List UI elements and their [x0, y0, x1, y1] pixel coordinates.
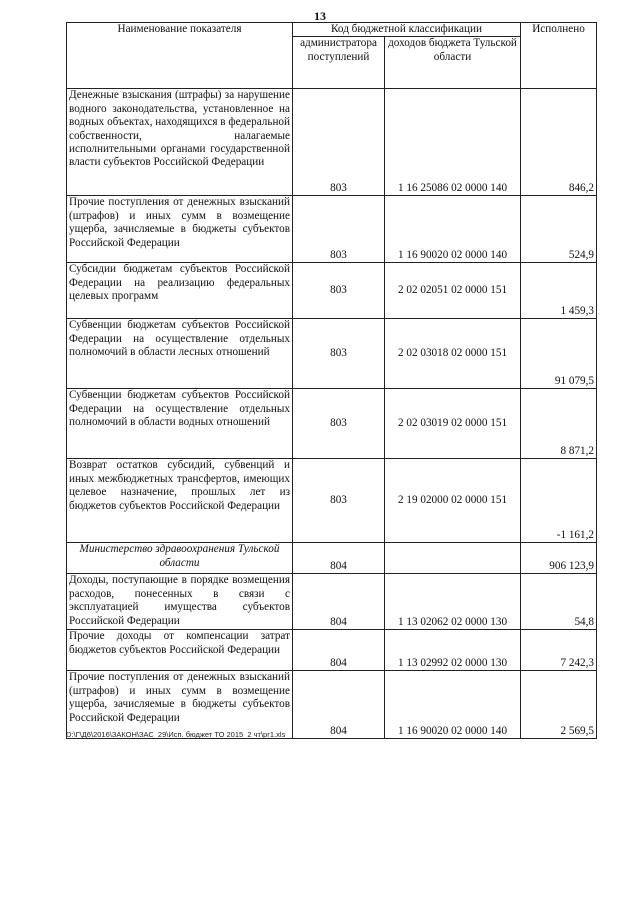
row-amount: 906 123,9	[521, 543, 597, 574]
row-amount: 8 871,2	[521, 389, 597, 459]
file-path-footer: D:\Г\Д6\2016\ЗАКОН\ЗАС_29\Исп. бюджет ТО 2015_2 чт\рг1.xls	[66, 730, 286, 739]
row-name: Прочие доходы от компенсации затрат бюджетов субъектов Российской Федерации	[67, 630, 293, 671]
header-name: Наименование показателя	[67, 23, 293, 89]
row-code: 2 02 03019 02 0000 151	[385, 389, 521, 459]
row-name: Субвенции бюджетам субъектов Российской Федерации на осуществление отдельных полномочий в области водных отношений	[67, 389, 293, 459]
table-row	[67, 389, 597, 459]
row-admin: 804	[293, 543, 385, 574]
row-code: 1 13 02062 02 0000 130	[385, 574, 521, 630]
row-amount: 91 079,5	[521, 319, 597, 389]
row-code	[385, 543, 521, 574]
row-name: Субвенции бюджетам субъектов Российской Федерации на осуществление отдельных полномочий в области лесных отношений	[67, 319, 293, 389]
table-row	[67, 630, 597, 671]
row-amount: 524,9	[521, 196, 597, 263]
row-admin: 803	[293, 319, 385, 389]
row-amount: 54,8	[521, 574, 597, 630]
table-row	[67, 196, 597, 263]
row-admin: 803	[293, 263, 385, 319]
row-amount: -1 161,2	[521, 459, 597, 543]
table-row	[67, 89, 597, 196]
row-name: Прочие поступления от денежных взысканий (штрафов) и иных сумм в возмещение ущерба, зачисляемые в бюджеты субъектов Российской Федерации	[67, 671, 293, 739]
row-code: 1 16 25086 02 0000 140	[385, 89, 521, 196]
row-amount: 2 569,5	[521, 671, 597, 739]
header-admin: администратора поступлений	[293, 37, 385, 89]
table-row	[67, 574, 597, 630]
ministry-name: Министерство здравоохранения Тульской области	[67, 543, 293, 574]
row-admin: 803	[293, 196, 385, 263]
table-row	[67, 459, 597, 543]
page-number: 13	[314, 9, 326, 23]
header-executed: Исполнено	[521, 23, 597, 89]
header-code-group: Код бюджетной классификации	[293, 23, 521, 37]
budget-table	[66, 22, 597, 739]
header-row-1	[67, 23, 597, 37]
row-name: Возврат остатков субсидий, субвенций и иных межбюджетных трансфертов, имеющих целевое назначение, прошлых лет из бюджетов субъектов Российской Федерации	[67, 459, 293, 543]
row-name: Доходы, поступающие в порядке возмещения расходов, понесенных в связи с эксплуатацией имущества субъектов Российской Федерации	[67, 574, 293, 630]
row-amount: 1 459,3	[521, 263, 597, 319]
row-code: 2 02 03018 02 0000 151	[385, 319, 521, 389]
row-admin: 804	[293, 630, 385, 671]
table-row	[67, 319, 597, 389]
row-admin: 804	[293, 574, 385, 630]
row-code: 1 16 90020 02 0000 140	[385, 671, 521, 739]
row-amount: 846,2	[521, 89, 597, 196]
row-code: 2 02 02051 02 0000 151	[385, 263, 521, 319]
row-admin: 803	[293, 389, 385, 459]
row-code: 1 13 02992 02 0000 130	[385, 630, 521, 671]
header-revenue: доходов бюджета Тульской области	[385, 37, 521, 89]
row-admin: 804	[293, 671, 385, 739]
table-row	[67, 263, 597, 319]
row-name: Денежные взыскания (штрафы) за нарушение водного законодательства, установленное на водных объектах, находящихся в федеральной собственности, налагаемые исполнительными органами государственной власти субъектов Российской Федерации	[67, 89, 293, 196]
row-code: 2 19 02000 02 0000 151	[385, 459, 521, 543]
row-code: 1 16 90020 02 0000 140	[385, 196, 521, 263]
row-admin: 803	[293, 459, 385, 543]
ministry-row	[67, 543, 597, 574]
row-admin: 803	[293, 89, 385, 196]
row-name: Прочие поступления от денежных взысканий (штрафов) и иных сумм в возмещение ущерба, зачисляемые в бюджеты субъектов Российской Федерации	[67, 196, 293, 263]
row-name: Субсидии бюджетам субъектов Российской Федерации на реализацию федеральных целевых программ	[67, 263, 293, 319]
row-amount: 7 242,3	[521, 630, 597, 671]
table-row	[67, 671, 597, 739]
